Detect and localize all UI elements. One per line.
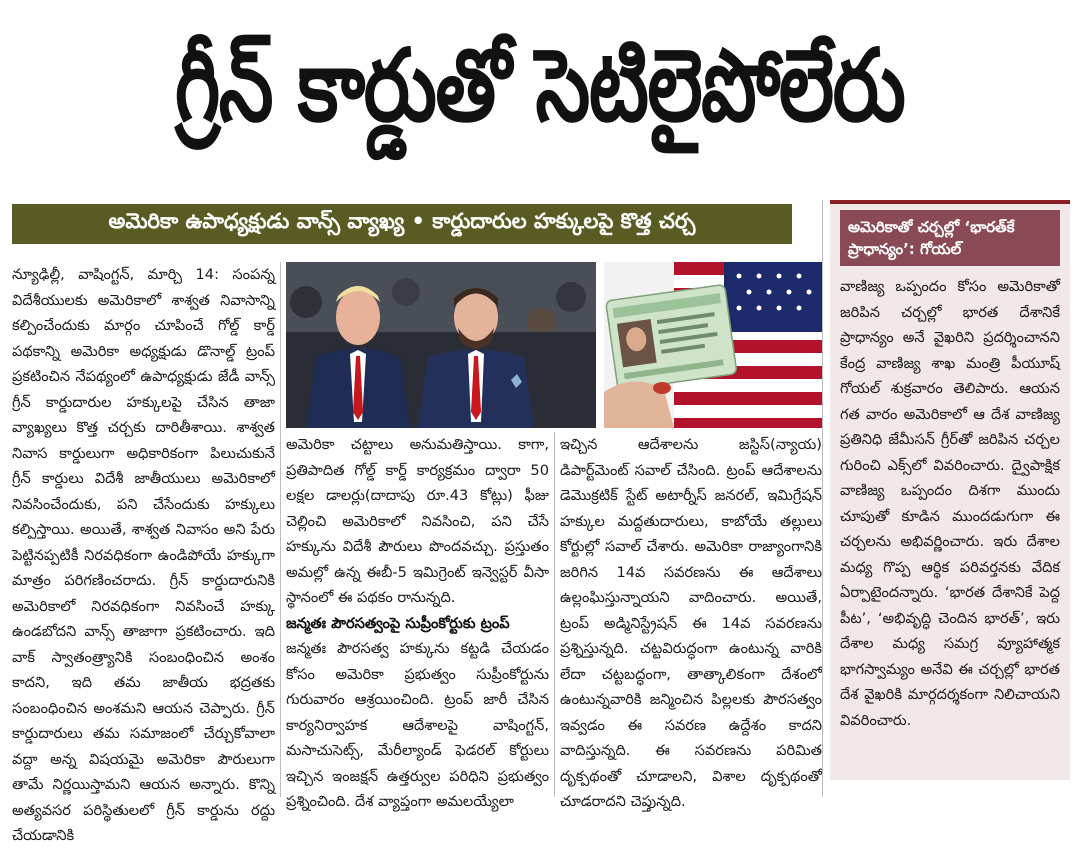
column-divider <box>822 200 823 797</box>
column-divider <box>554 432 555 797</box>
sidebar-title: అమెరికాతో చర్చల్లో ‘భారత్‌కే ప్రాధాన్యం’: గోయల్ <box>840 210 1060 266</box>
subheadline: అమెరికా ఉపాధ్యక్షుడు వాన్స్ వ్యాఖ్య • కార్డుదారుల హక్కులపై కొత్త చర్చ <box>12 204 792 244</box>
sidebar-body: వాణిజ్య ఒప్పందం కోసం అమెరికాతో జరిపిన చర్చల్లో భారత దేశానికే ప్రాధాన్యం అనే వైఖరిని ప్రదర్శించానని కేంద్ర వాణిజ్య శాఖ మంత్రి పీయూష్ గోయల్ శుక్రవారం తెలిపారు. ఆయన గత వారం అమెరికాలో ఆ దేశ వాణిజ్య ప్రతినిధి జేమీసన్ గ్రీర్‌తో జరిపిన చర్చల గురించి ఎక్స్‌లో వివరించారు. ద్వైపాక్షిక వాణిజ్య ఒప్పందం దిశగా ముందు చూపుతో కూడిన ముందడుగుగా ఈ చర్చలను అభివర్ణించారు. ఇరు దేశాల మధ్య గొప్ప ఆర్థిక పరివర్తనకు వేదిక ఏర్పాటైందన్నారు. ‘భారత దేశానికే పెద్ద పీట’, ‘అభివృద్ధి చెందిన భారత్’, ఇరు దేశాల మధ్య సమగ్ర వ్యూహాత్మక భాగస్వామ్యం అనేవి ఈ చర్చల్లో భారత దేశ వైఖరికి మార్గదర్శకంగా నిలిచాయని వివరించారు. <box>840 278 1060 729</box>
article-column-2 <box>286 432 549 810</box>
green-card-photo <box>604 262 822 428</box>
column-divider <box>280 262 281 797</box>
sidebar-story <box>830 200 1070 780</box>
headline-text: గ్రీన్ కార్డుతో సెటిలైపోలేరు <box>175 27 905 144</box>
leaders-photo <box>286 262 596 428</box>
article-column-2-text-b: జన్మతః పౌరసత్వ హక్కును కట్టడి చేయడం కోసం అమెరికా ప్రభుత్వం సుప్రీంకోర్టును గురువారం ఆశ్రయించింది. ట్రంప్ జారీ చేసిన కార్యనిర్వాహక ఆదేశాలపై వాషింగ్టన్, మసాచుసెట్స్, మేరీల్యాండ్ ఫెడరల్ కోర్టులు ఇచ్చిన ఇంజక్షన్ ఉత్తర్వుల పరిధిని ప్రభుత్వం ప్రశ్నించింది. దేశ వ్యాప్తంగా అమలయ్యేలా <box>286 640 549 810</box>
article-column-3: ఇచ్చిన ఆదేశాలను జస్టిస్(న్యాయ) డిపార్ట్‌మెంట్ సవాల్ చేసింది. ట్రంప్ ఆదేశాలను డెమొక్రటిక్ స్టేట్ అటార్నీస్ జనరల్, ఇమిగ్రేషన్ హక్కుల మద్దతుదారులు, కాబోయే తల్లులు కోర్టుల్లో సవాల్ చేశారు. అమెరికా రాజ్యాంగానికి జరిగిన 14వ సవరణను ఈ ఆదేశాలు ఉల్లంఘిస్తున్నాయని వాదించారు. అయితే, ట్రంప్ అడ్మినిస్ట్రేషన్ ఈ 14వ సవరణను ప్రశ్నిస్తున్నది. చట్టవిరుద్ధంగా ఉంటున్న వారికి లేదా చట్టబద్ధంగా, తాత్కాలికంగా దేశంలో ఉంటున్నవారికి జన్మించిన పిల్లలకు పౌరసత్వం ఇవ్వడం ఈ సవరణ ఉద్దేశం కాదని వాదిస్తున్నది. ఈ సవరణను పరిమిత దృక్పథంతో చూడాలని, విశాల దృక్పథంతో చూడరాదని చెప్తున్నది. <box>560 436 822 810</box>
headline <box>0 0 1080 196</box>
green-card-illustration <box>604 262 822 428</box>
article-column-2-text-a: అమెరికా చట్టాలు అనుమతిస్తాయి. కాగా, ప్రతిపాదిత గోల్డ్ కార్డ్ కార్యక్రమం ద్వారా 50 లక్షల డాలర్లు(దాదాపు రూ.43 కోట్లు) ఫీజు చెల్లించి అమెరికాలో నివసించి, పని చేసే హక్కును విదేశీ పౌరులు పొందవచ్చు. ప్రస్తుతం అమల్లో ఉన్న ఈబీ-5 ఇమిగ్రెంట్ ఇన్వెస్టర్ వీసా స్థానంలో ఈ పథకం రానున్నది. <box>286 436 549 606</box>
leaders-illustration <box>286 262 596 428</box>
article-column-1: న్యూఢిల్లీ, వాషింగ్టన్, మార్చి 14: సంపన్న విదేశీయులకు అమెరికాలో శాశ్వత నివాసాన్ని కల్పించేందుకు మార్గం చూపించే గోల్డ్ కార్డ్ పథకాన్ని అమెరికా అధ్యక్షుడు డొనాల్డ్ ట్రంప్ ప్రకటించిన నేపథ్యంలో ఉపాధ్యక్షుడు జేడీ వాన్స్ గ్రీన్ కార్డుదారుల హక్కులపై చేసిన తాజా వ్యాఖ్యలు కొత్త చర్చకు దారితీశాయి. శాశ్వత నివాస కార్డులుగా అధికారికంగా పిలుచుకునే గ్రీన్ కార్డులు విదేశీ జాతీయులు అమెరికాలో నివసించేందుకు, పని చేసేందుకు హక్కులు కల్పిస్తాయి. అయితే, శాశ్వత నివాసం అని పేరు పెట్టినప్పటికీ నిరవధికంగా ఉండిపోయే హక్కుగా మాత్రం పరిగణించరాదు. గ్రీన్ కార్డుదారునికి అమెరికాలో నిరవధికంగా నివసించే హక్కు ఉండబోదని వాన్స్ తాజాగా ప్రకటించారు. ఇది వాక్ స్వాతంత్ర్యానికి సంబంధించిన అంశం కాదని, ఇది తమ జాతీయ భద్రతకు సంబంధించిన అంశమని ఆయన చెప్పారు. గ్రీన్ కార్డుదారులు తమ సమాజంలో చేర్చుకోవాలా వద్దా అన్న విషయమై అమెరికా పౌరులుగా తామే నిర్ణయిస్తామని ఆయన అన్నారు. కొన్ని అత్యవసర పరిస్థితులలో గ్రీన్ కార్డును రద్దు చేయడానికి <box>12 266 275 844</box>
article-subheading: జన్మతః పౌరసత్వంపై సుప్రీంకోర్టుకు ట్రంప్ <box>286 614 510 632</box>
